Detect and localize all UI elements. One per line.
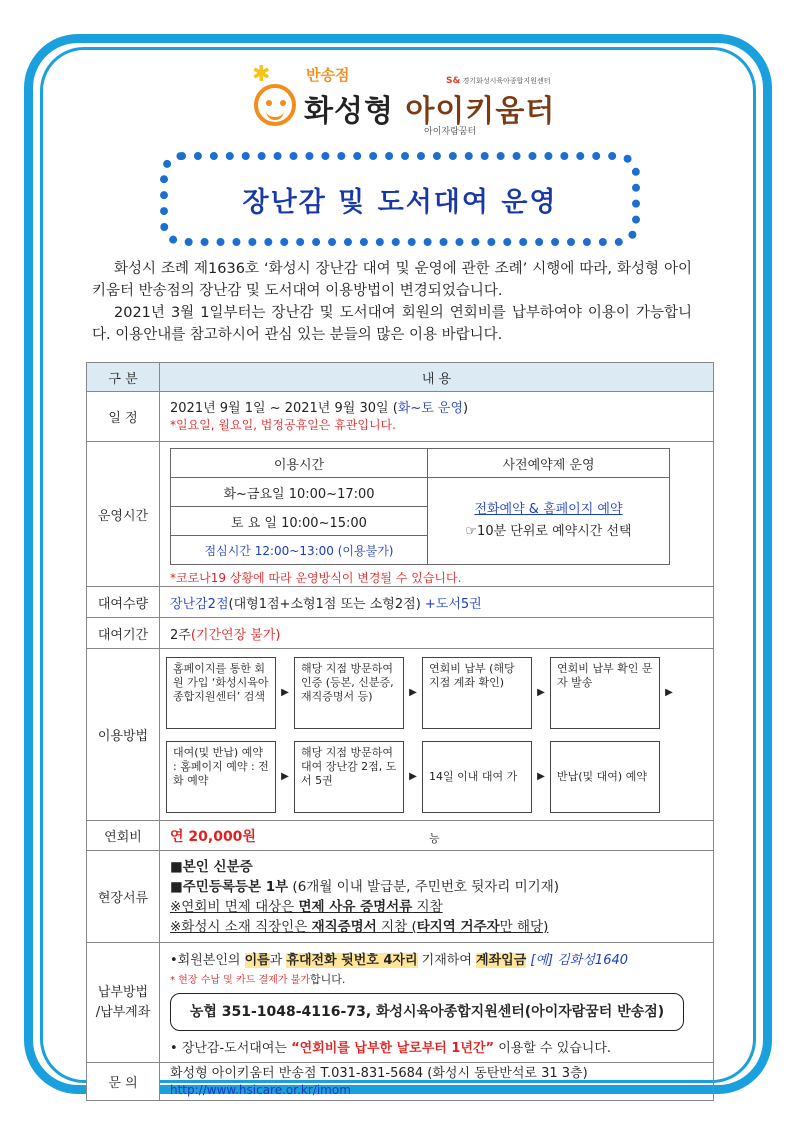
hours-col-usage: 이용시간 xyxy=(171,449,428,478)
docs-worker-b: 재직증명서 xyxy=(311,918,377,935)
table-header-row xyxy=(87,363,714,392)
qty-books: +도서5권 xyxy=(424,596,482,612)
hours-content xyxy=(160,442,714,587)
account-box: 농협 351-1048-4116-73, 화성시육아종합지원센터(아이자람꿈터 반송점) xyxy=(170,993,684,1031)
pay-l2-end: 합니다. xyxy=(310,973,346,986)
hours-table xyxy=(170,448,670,565)
docs-registry xyxy=(170,877,703,897)
pay-l1-d: 휴대전화 뒷번호 4자리 xyxy=(286,953,418,968)
pay-l3-a: • 장난감-도서대여는 xyxy=(170,1041,292,1056)
payment-line-3 xyxy=(170,1037,703,1056)
info-table xyxy=(86,362,714,1101)
flow2-step1: 대여(및 반납) 예약 : 홈페이지 예약 : 전화 예약 xyxy=(166,741,276,813)
arrow-icon: ▶ xyxy=(665,687,673,698)
payment-line-2 xyxy=(170,971,703,987)
payment-label-1: 납부방법 xyxy=(97,984,149,1000)
method-label: 이용방법 xyxy=(87,649,160,821)
pay-l3-c: 이용할 수 있습니다. xyxy=(494,1041,612,1056)
period-value: 2주 xyxy=(170,627,191,643)
flow2-step3: 14일 이내 대여 가능 xyxy=(422,741,532,813)
contact-url[interactable]: http://www.hsicare.or.kr/imom xyxy=(170,1082,351,1097)
pay-l1-e: 기재하여 xyxy=(417,953,477,968)
pay-l2-red: * 현장 수납 및 카드 결제가 불가 xyxy=(170,975,310,986)
pay-l1-b: 이름 xyxy=(244,953,270,968)
docs-worker xyxy=(170,917,703,937)
arrow-icon: ▶ xyxy=(537,687,545,698)
logo xyxy=(248,62,568,138)
period-note: (기간연장 불가) xyxy=(190,627,281,643)
qty-row xyxy=(87,587,714,618)
star-icon: ✱ xyxy=(252,62,271,87)
hours-lunch: 점심시간 12:00~13:00 (이용불가) xyxy=(171,536,428,565)
docs-worker-d: 타지역 거주자 xyxy=(416,918,500,935)
docs-worker-c: 지참 ( xyxy=(376,918,417,935)
arrow-icon: ▶ xyxy=(281,771,289,782)
schedule-row xyxy=(87,392,714,442)
pay-l1-g: [예] 김화성1640 xyxy=(526,953,629,968)
docs-exempt-a: ※연회비 면제 대상은 xyxy=(170,898,299,915)
payment-label xyxy=(87,943,160,1063)
smile-face-icon xyxy=(254,84,296,126)
contact-label: 문 의 xyxy=(87,1063,160,1101)
docs-worker-a: ※화성시 소재 직장인은 xyxy=(170,918,312,935)
payment-line-1 xyxy=(170,949,703,968)
docs-worker-e: 만 해당) xyxy=(499,918,549,935)
docs-row xyxy=(87,851,714,943)
center-logo xyxy=(446,76,550,86)
reserve-note: ☞10분 단위로 예약시간 선택 xyxy=(465,524,632,539)
period-row xyxy=(87,618,714,649)
docs-id: ■본인 신분증 xyxy=(170,858,253,875)
flow2-step2: 해당 지점 방문하여 대여 장난감 2점, 도서 5권 xyxy=(294,741,404,813)
contact-row xyxy=(87,1063,714,1101)
qty-content xyxy=(160,587,714,618)
docs-exempt-b: 면제 사유 증명서류 xyxy=(298,898,413,915)
flow1-step3: 연회비 납부 (해당 지점 계좌 확인) xyxy=(422,657,532,729)
schedule-days: 화~토 운영 xyxy=(397,400,464,416)
payment-content xyxy=(160,943,714,1063)
flow1-step2: 해당 지점 방문하여 인증 (등본, 신분증, 재직증명서 등) xyxy=(294,657,404,729)
logo-sub: 아이자람꿈터 xyxy=(424,127,477,137)
closed-note: *일요일, 월요일, 법정공휴일은 휴관입니다. xyxy=(170,417,396,432)
period-label: 대여기간 xyxy=(87,618,160,649)
hours-row xyxy=(87,442,714,587)
intro-paragraph-2: 2021년 3월 1일부터는 장난감 및 도서대여 회원의 연회비를 납부하여야 이용이 가능합니다. 이용안내를 참고하시어 관심 있는 분들의 많은 이용 바랍니다. xyxy=(92,305,692,343)
flow2-step4: 반납(및 대여) 예약 xyxy=(550,741,660,813)
header-category: 구 분 xyxy=(87,363,160,392)
fee-label: 연회비 xyxy=(87,821,160,851)
docs-registry-note: (6개월 이내 발급분, 주민번호 뒷자리 미기재) xyxy=(288,878,559,895)
arrow-icon: ▶ xyxy=(409,687,417,698)
docs-exempt xyxy=(170,897,703,917)
intro-text xyxy=(92,258,692,346)
reserve-link[interactable]: 전화예약 & 홈페이지 예약 xyxy=(474,502,623,517)
center-name: 경기화성시육아종합지원센터 xyxy=(462,77,551,85)
hours-saturday: 토 요 일 10:00~15:00 xyxy=(171,507,428,536)
arrow-icon: ▶ xyxy=(537,771,545,782)
pay-l1-a: •회원본인의 xyxy=(170,953,245,968)
payment-row xyxy=(87,943,714,1063)
flow1-step4: 연회비 납부 확인 문자 발송 xyxy=(550,657,660,729)
center-mark: S& xyxy=(446,76,461,86)
header-content: 내 용 xyxy=(160,363,714,392)
schedule-dates-end: ) xyxy=(463,400,469,416)
docs-exempt-c: 지참 xyxy=(412,898,443,915)
hours-col-reserve: 사전예약제 운영 xyxy=(428,449,670,478)
docs-registry-title: ■주민등록등본 1부 xyxy=(170,878,289,895)
schedule-dates: 2021년 9월 1일 ~ 2021년 9월 30일 ( xyxy=(170,400,398,416)
docs-label: 현장서류 xyxy=(87,851,160,943)
covid-note: *코로나19 상황에 따라 운영방식이 변경될 수 있습니다. xyxy=(170,571,462,585)
contact-content xyxy=(160,1063,714,1101)
arrow-icon: ▶ xyxy=(409,771,417,782)
logo-branch: 반송점 xyxy=(306,66,350,84)
hours-weekday: 화~금요일 10:00~17:00 xyxy=(171,478,428,507)
arrow-icon: ▶ xyxy=(281,687,289,698)
period-content xyxy=(160,618,714,649)
hours-label: 운영시간 xyxy=(87,442,160,587)
intro-paragraph-1: 화성시 조례 제1636호 ‘화성시 장난감 대여 및 운영에 관한 조례’ 시행에 따라, 화성형 아이키움터 반송점의 장난감 및 도서대여 이용방법이 변경되었습니다. xyxy=(92,261,692,299)
pay-l1-c: 과 xyxy=(269,953,287,968)
fee-row xyxy=(87,821,714,851)
qty-label: 대여수량 xyxy=(87,587,160,618)
pay-l3-b: “연회비를 납부한 날로부터 1년간” xyxy=(291,1041,495,1056)
method-row xyxy=(87,649,714,821)
schedule-content xyxy=(160,392,714,442)
flow1-step1: 홈페이지를 통한 회원 가입 ‘화성시육아종합지원센터’ 검색 xyxy=(166,657,276,729)
pay-l1-f: 계좌입금 xyxy=(476,953,527,968)
payment-label-2: /납부계좌 xyxy=(95,1004,151,1020)
contact-address: 화성형 아이키움터 반송점 T.031-831-5684 (화성시 동탄반석로 31 3층) xyxy=(170,1065,588,1081)
schedule-label: 일 정 xyxy=(87,392,160,442)
logo-title-part2: 아이키움터 xyxy=(405,94,556,129)
fee-value: 연 20,000원 xyxy=(160,821,714,851)
qty-detail: (대형1점+소형1점 또는 소형2점) xyxy=(228,596,425,612)
reserve-cell xyxy=(428,478,670,565)
method-flow-1 xyxy=(166,657,707,729)
page-title: 장난감 및 도서대여 운영 xyxy=(242,187,558,218)
qty-toys: 장난감2점 xyxy=(170,596,229,612)
logo-title-part1: 화성형 xyxy=(304,94,394,129)
